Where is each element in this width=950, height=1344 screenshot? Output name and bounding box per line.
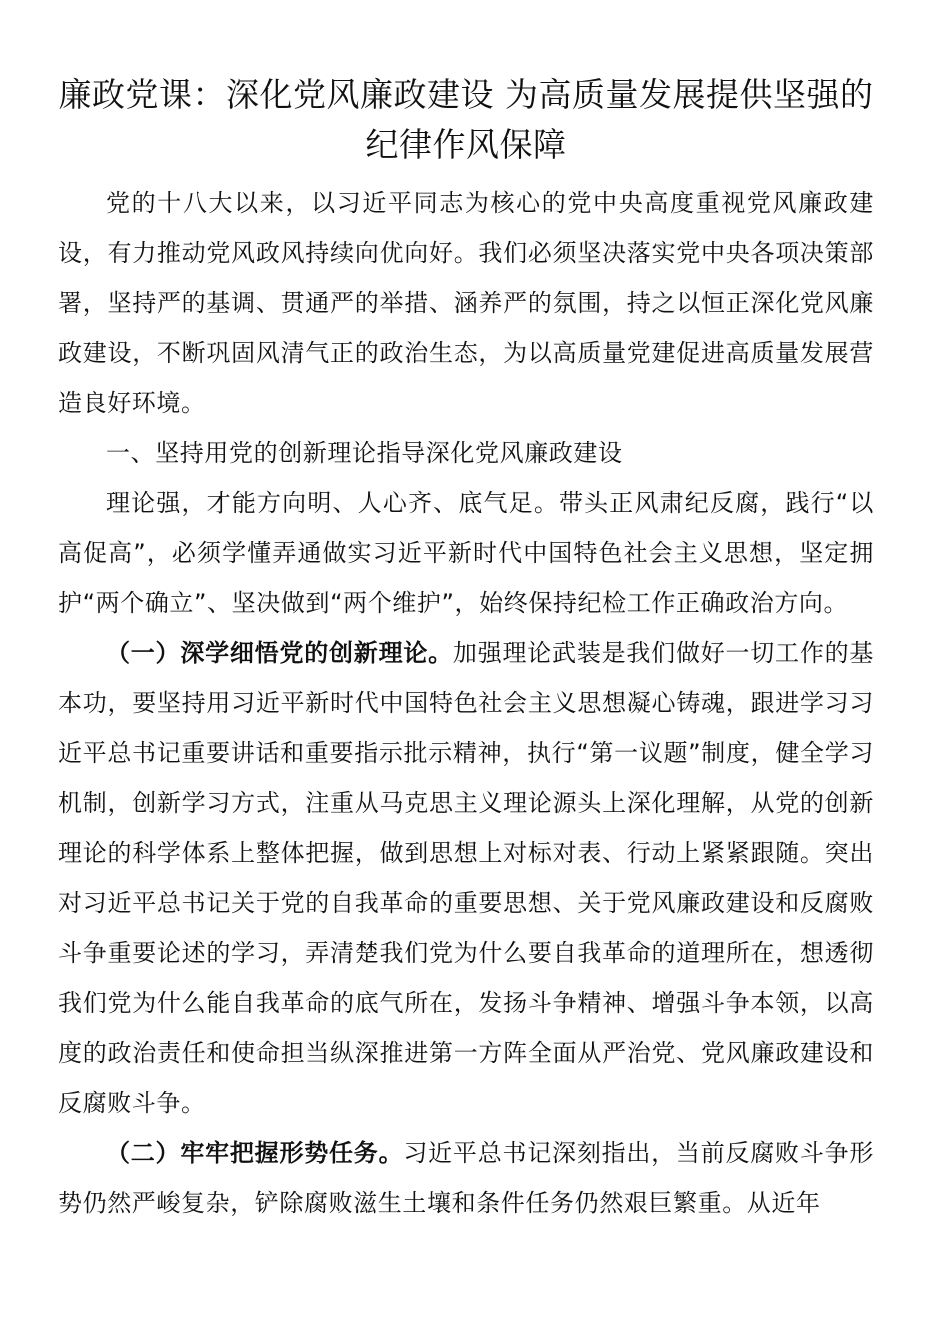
document-title: 廉政党课：深化党风廉政建设 为高质量发展提供坚强的纪律作风保障 (58, 75, 874, 164)
point-two-body: 习近平总书记深刻指出，当前反腐败斗争形势仍然严峻复杂，铲除腐败滋生土壤和条件任务仍然艰巨繁重。从近年 (58, 1139, 874, 1217)
point-one-paragraph (58, 628, 874, 1128)
point-one-body: 加强理论武装是我们做好一切工作的基本功，要坚持用习近平新时代中国特色社会主义思想凝心铸魂，跟进学习习近平总书记重要讲话和重要指示批示精神，执行“第一议题”制度，健全学习机制，创新学习方式，注重从马克思主义理论源头上深化理解，从党的创新理论的科学体系上整体把握，做到思想上对标对表、行动上紧紧跟随。突出对习近平总书记关于党的自我革命的重要思想、关于党风廉政建设和反腐败斗争重要论述的学习，弄清楚我们党为什么要自我革命的道理所在，想透彻我们党为什么能自我革命的底气所在，发扬斗争精神、增强斗争本领，以高度的政治责任和使命担当纵深推进第一方阵全面从严治党、党风廉政建设和反腐败斗争。 (58, 639, 874, 1117)
section-heading: 一、坚持用党的创新理论指导深化党风廉政建设 (106, 439, 623, 467)
point-two-paragraph (58, 1128, 874, 1228)
section-intro-paragraph: 理论强，才能方向明、人心齐、底气足。带头正风肃纪反腐，践行“以高促高”，必须学懂弄通做实习近平新时代中国特色社会主义思想，坚定拥护“两个确立”、坚决做到“两个维护”，始终保持纪检工作正确政治方向。 (58, 489, 874, 617)
intro-paragraph: 党的十八大以来，以习近平同志为核心的党中央高度重视党风廉政建设，有力推动党风政风持续向优向好。我们必须坚决落实党中央各项决策部署，坚持严的基调、贯通严的举措、涵养严的氛围，持之以恒正深化党风廉政建设，不断巩固风清气正的政治生态，为以高质量党建促进高质量发展营造良好环境。 (58, 189, 874, 417)
point-two-lead: （二）牢牢把握形势任务。 (106, 1139, 404, 1167)
point-one-lead: （一）深学细悟党的创新理论。 (106, 639, 453, 667)
